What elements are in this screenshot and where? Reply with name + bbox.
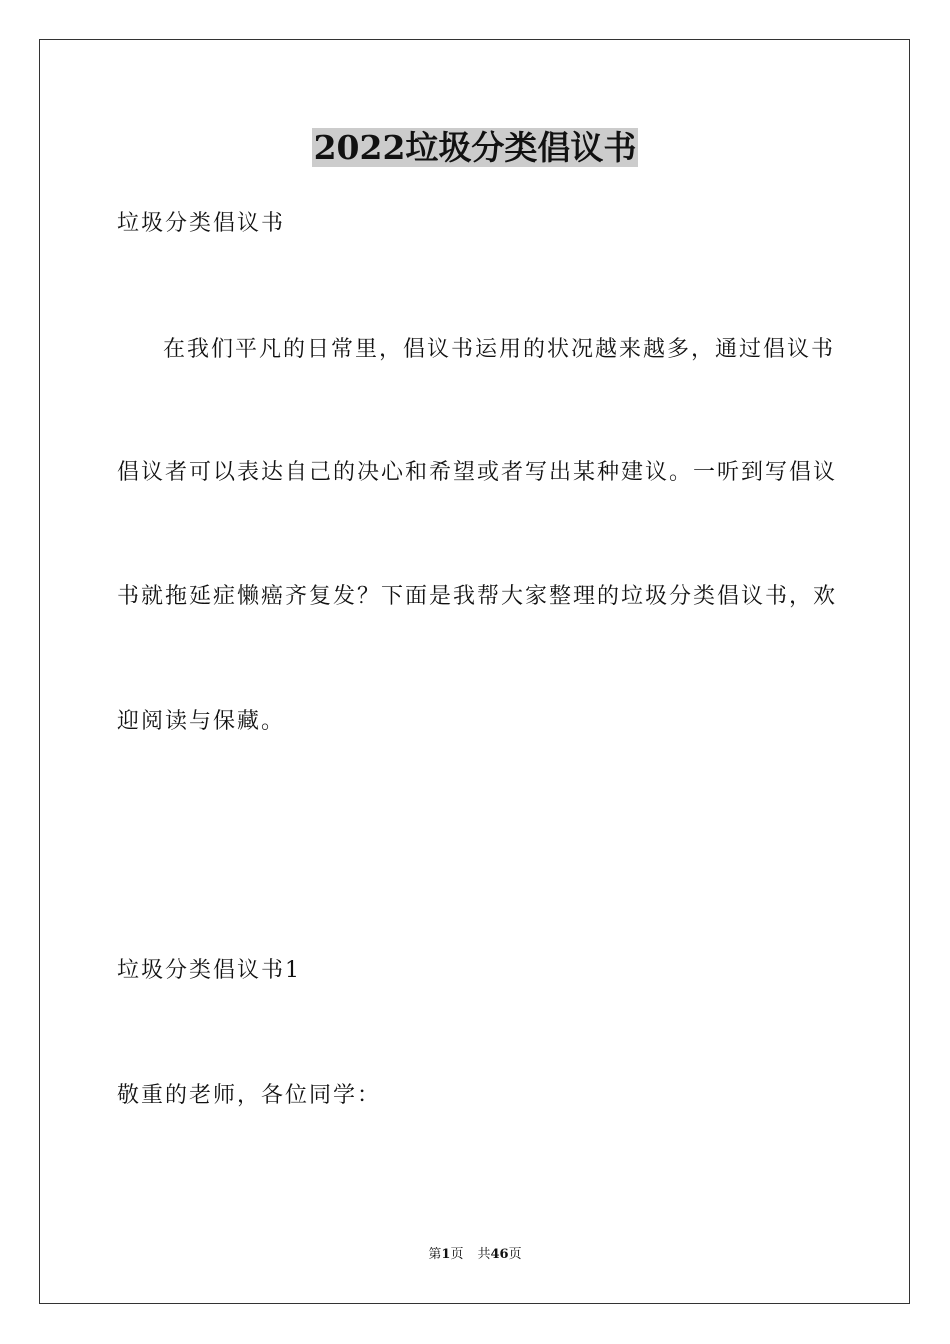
section-heading: 垃圾分类倡议书1 xyxy=(117,958,301,983)
page-footer xyxy=(0,1246,950,1264)
greeting-line: 敬重的老师，各位同学： xyxy=(117,1083,382,1108)
footer-total-pages: 46 xyxy=(490,1247,509,1262)
document-title xyxy=(0,128,950,168)
intro-line-2: 倡议者可以表达自己的决心和希望或者写出某种建议。一听到写倡议 xyxy=(117,460,838,485)
footer-total-prefix: 共 xyxy=(477,1247,491,1262)
intro-line-4: 迎阅读与保藏。 xyxy=(117,709,286,734)
document-subtitle: 垃圾分类倡议书 xyxy=(117,211,286,236)
intro-line-3: 书就拖延症懒癌齐复发？下面是我帮大家整理的垃圾分类倡议书，欢 xyxy=(117,584,838,609)
document-title-text: 2022垃圾分类倡议书 xyxy=(313,128,637,167)
intro-line-1: 在我们平凡的日常里，倡议书运用的状况越来越多，通过倡议书 xyxy=(163,337,836,362)
footer-page-prefix: 第 xyxy=(428,1247,442,1262)
footer-total-suffix: 页 xyxy=(508,1247,522,1262)
footer-page-suffix: 页 xyxy=(450,1247,464,1262)
footer-page-number: 1 xyxy=(441,1247,451,1262)
